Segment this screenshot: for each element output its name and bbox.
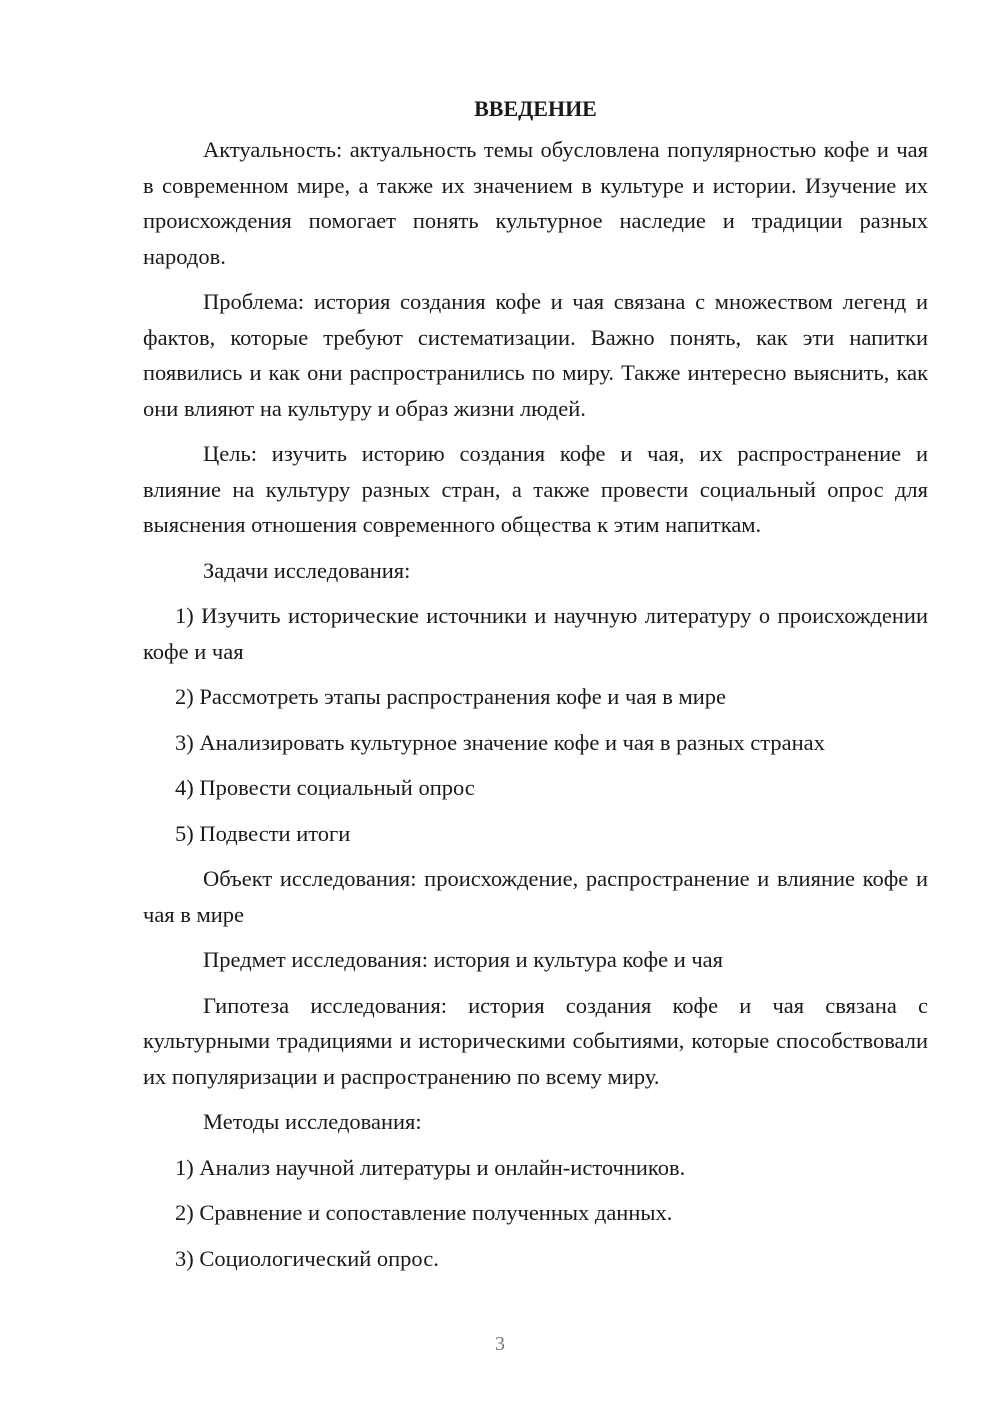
method-item-2: 2) Сравнение и сопоставление полученных данных.: [175, 1200, 673, 1225]
method-item-3: 3) Социологический опрос.: [175, 1245, 439, 1271]
paragraph-subject: Предмет исследования: история и культура кофе и чая: [203, 947, 724, 972]
task-item-2: 2) Рассмотреть этапы распространения кофе и чая в мире: [175, 684, 727, 709]
document-page: [143, 92, 928, 1286]
page-number: 3: [495, 1333, 505, 1355]
paragraph-tasks-heading: Задачи исследования:: [203, 557, 411, 583]
task-item-5: 5) Подвести итоги: [175, 820, 351, 846]
paragraph-methods-heading: Методы исследования:: [203, 1109, 422, 1134]
task-item-4: 4) Провести социальный опрос: [175, 775, 475, 800]
paragraph-goal: Цель: изучить историю создания кофе и чая, их распространение и влияние на культуру разных стран, а также провести социальный опрос для выяснения отношения современного общества к этим напиткам.: [143, 441, 928, 537]
method-item-1: 1) Анализ научной литературы и онлайн-источников.: [175, 1154, 686, 1180]
task-item-1: 1) Изучить исторические источники и научную литературу о происхождении кофе и чая: [143, 603, 928, 664]
page-title: ВВЕДЕНИЕ: [474, 96, 597, 121]
paragraph-object: Объект исследования: происхождение, распространение и влияние кофе и чая в мире: [143, 866, 928, 927]
paragraph-problem: Проблема: история создания кофе и чая связана с множеством легенд и фактов, которые требуют систематизации. Важно понять, как эти напитки появились и как они распространились по миру. Также интересно выяснить, как они влияют на культуру и образ жизни людей.: [143, 289, 928, 421]
paragraph-relevance: Актуальность: актуальность темы обусловлена популярностью кофе и чая в современном мире, а также их значением в культуре и истории. Изучение их происхождения помогает понять культурное наследие и традиции разных народов.: [143, 137, 928, 269]
paragraph-hypothesis: Гипотеза исследования: история создания кофе и чая связана с культурными традициями и историческими событиями, которые способствовали их популяризации и распространению по всему миру.: [143, 992, 928, 1089]
task-item-3: 3) Анализировать культурное значение кофе и чая в разных странах: [175, 729, 825, 755]
